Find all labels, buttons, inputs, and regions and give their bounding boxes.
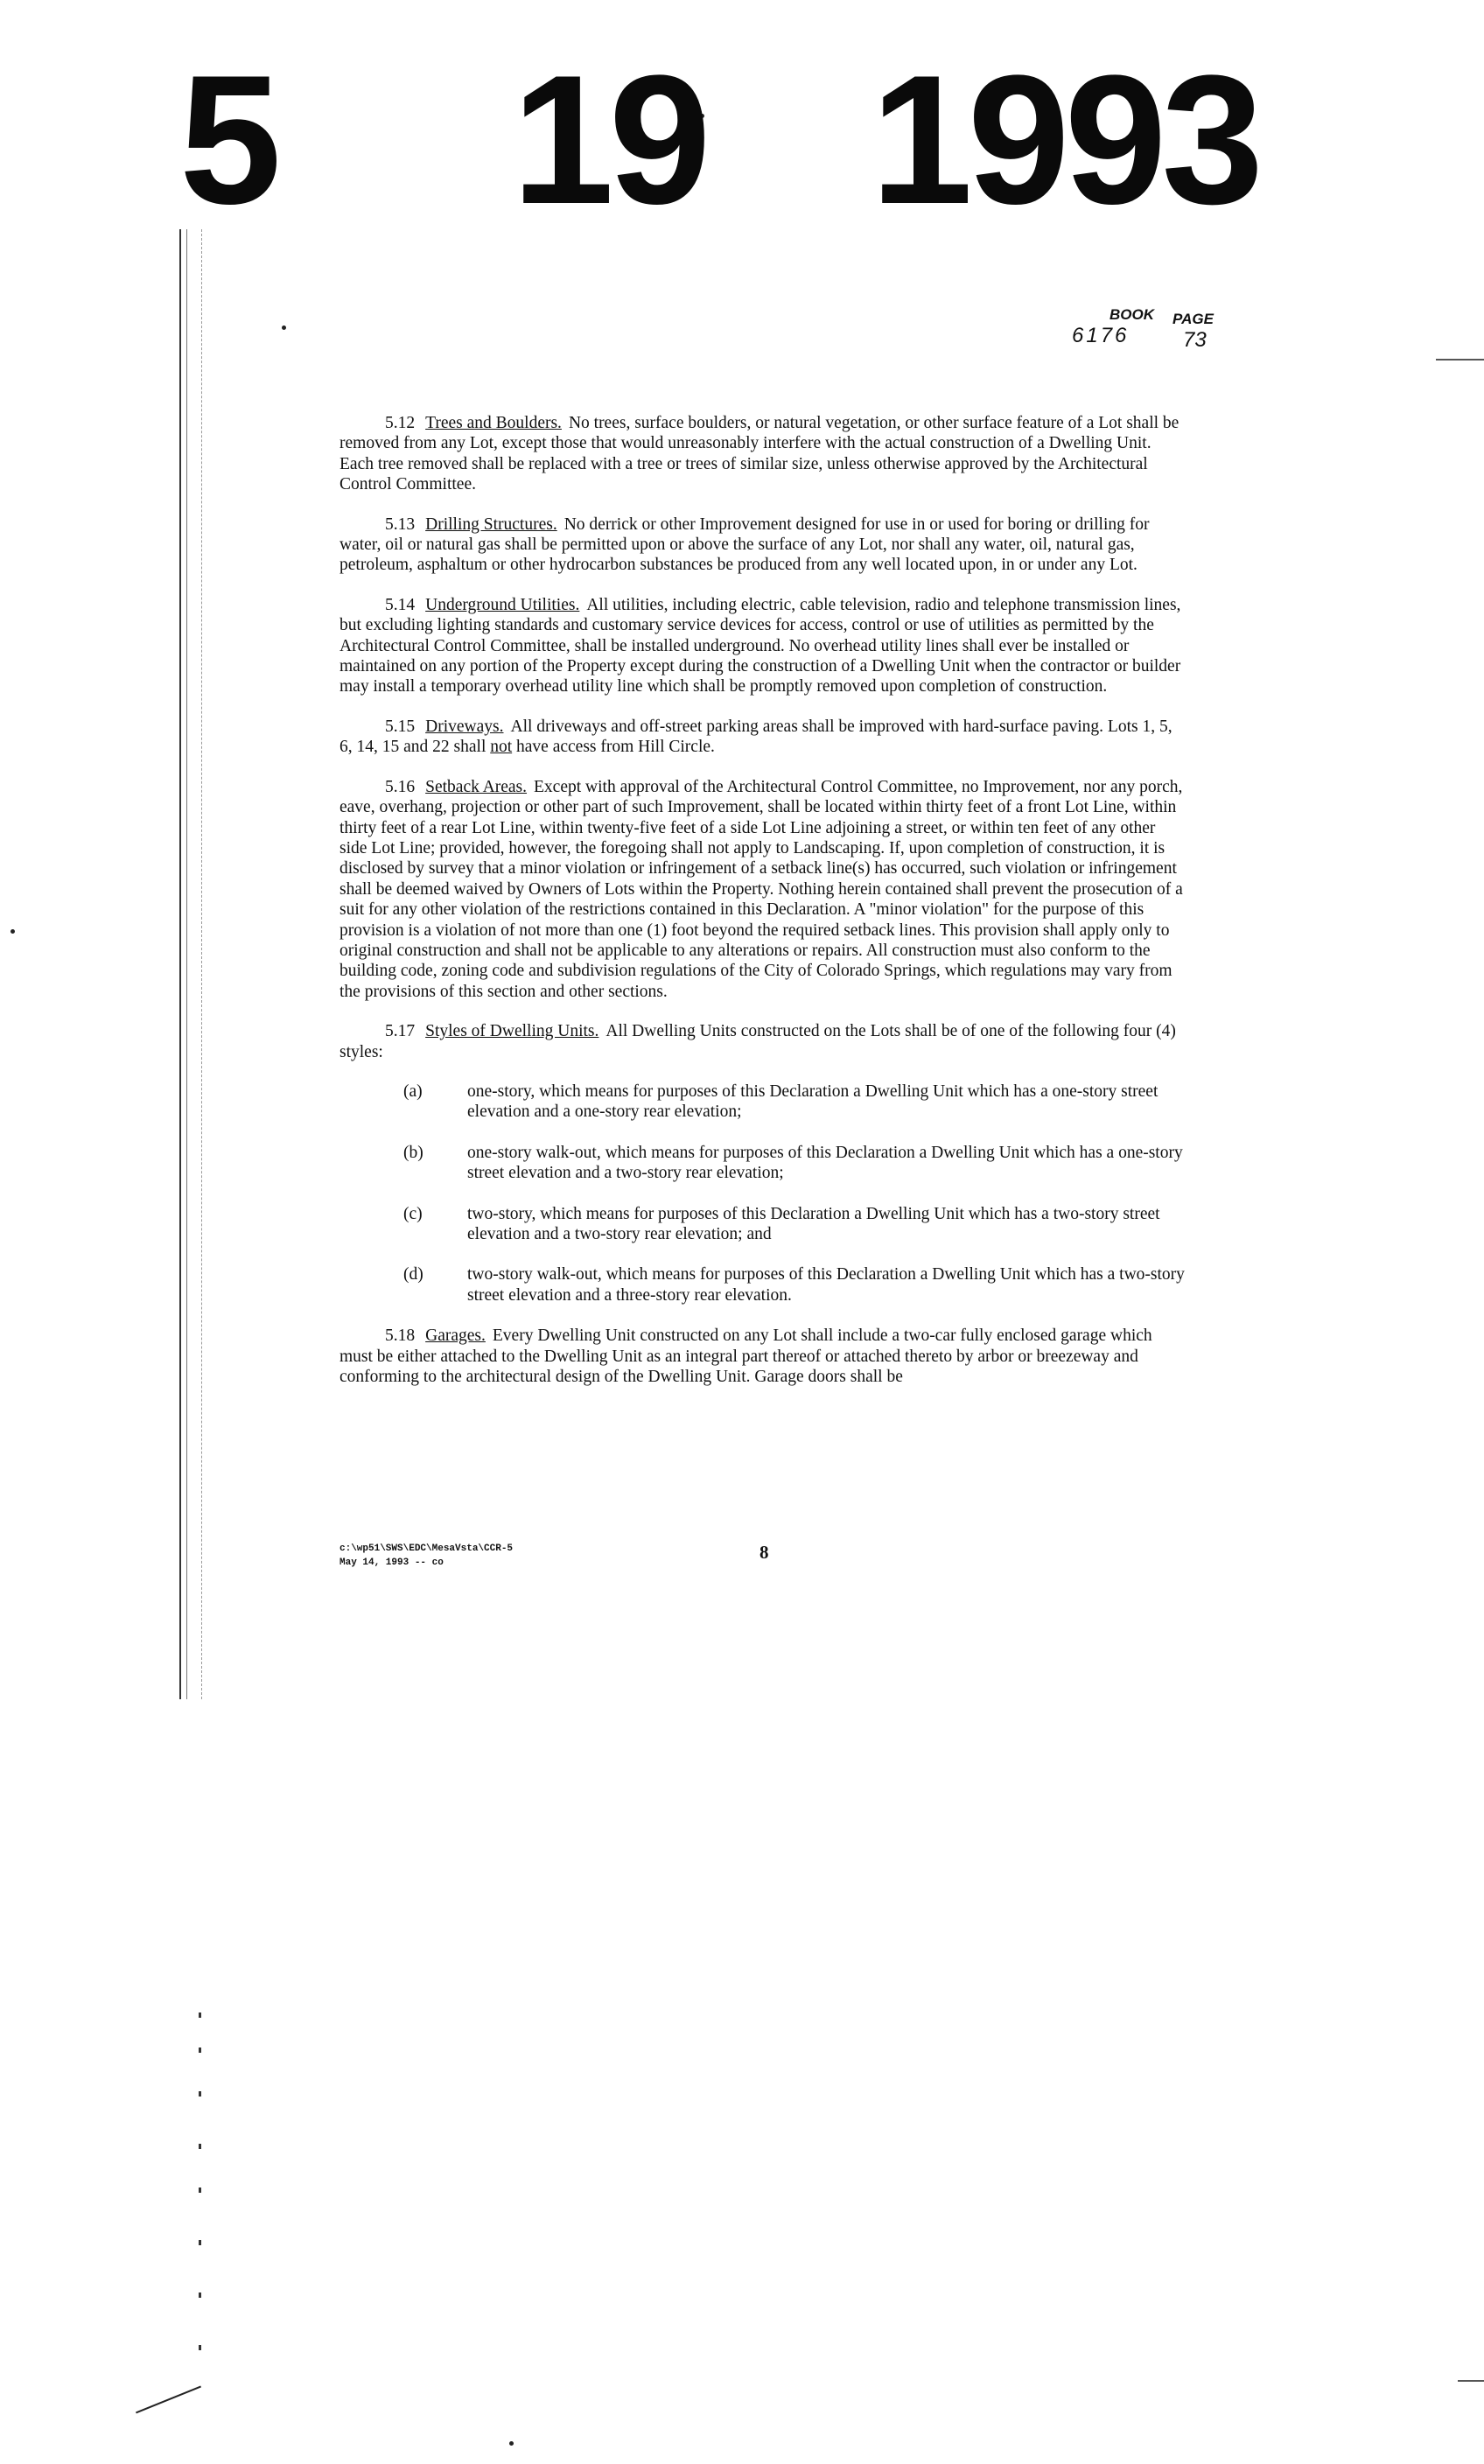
list-letter: (d) [403,1265,424,1284]
scan-right-mark [1436,359,1484,360]
stamp-day: 19 [512,37,706,242]
section-5-14 [340,595,1186,697]
dwelling-styles-list [340,1082,1186,1306]
section-number: 5.18 [385,1326,416,1346]
list-item [340,1204,1186,1245]
list-letter: (b) [403,1143,424,1162]
section-text: No trees, surface boulders, or natural vegetation, or other surface feature of a Lot shall be removed from any Lot, except those that would unreasonably interfere with the actual construction of a Dwelling Unit. Each tree removed shall be replaced with a tree or trees of similar size, unless otherwise approved by the Architectural Control Committee. [340,414,1180,494]
list-text: two-story walk-out, which means for purposes of this Declaration a Dwelling Unit which has a two-story street elevation and a three-story rear elevation. [467,1265,1185,1305]
page-footer [340,1542,1186,1594]
section-text: All driveways and off-street parking areas shall be improved with hard-surface paving. Lots 1, 5, 6, 14, 15 and 22 shall [340,717,1172,757]
section-number: 5.16 [385,777,416,796]
file-date: May 14, 1993 -- co [340,1558,444,1568]
list-item [340,1082,1186,1123]
document-body [340,413,1186,1406]
section-heading: Underground Utilities. [425,595,580,614]
section-heading: Driveways. [425,717,504,736]
stamp-year: 1993 [871,37,1259,242]
scan-speck [10,929,15,934]
section-number: 5.14 [385,595,416,614]
scan-page-edge [179,229,187,1699]
file-reference [340,1542,513,1570]
list-letter: (a) [403,1082,423,1101]
list-item [340,1264,1186,1306]
section-text: Every Dwelling Unit constructed on any Lot shall include a two-car fully enclosed garage which must be either attached to the Dwelling Unit as an integral part thereof or attached thereto by arbor or breezeway and conforming to the architectural design of the Dwelling Unit. Garage doors shall be [340,1326,1152,1387]
scan-speck [509,2441,514,2446]
scan-page-edge-inner [201,229,203,1699]
list-text: two-story, which means for purposes of this Declaration a Dwelling Unit which has a two-story street elevation and a two-story rear elevation; and [467,1204,1160,1243]
date-stamp [179,37,1299,242]
section-text-end: have access from Hill Circle. [516,738,715,757]
scan-right-mark-lower [1458,2380,1484,2382]
list-text: one-story walk-out, which means for purposes of this Declaration a Dwelling Unit which has a one-story street elevation and a two-story rear elevation; [467,1143,1183,1183]
section-heading: Setback Areas. [425,777,528,796]
section-heading: Styles of Dwelling Units. [425,1022,599,1041]
list-letter: (c) [403,1204,423,1223]
section-5-16 [340,777,1186,1002]
stamp-month: 5 [179,37,276,242]
section-5-15 [340,717,1186,758]
section-text: All Dwelling Units constructed on the Lots shall be of one of the following four (4) styles: [340,1022,1176,1061]
section-5-13 [340,514,1186,576]
book-number: 6176 [1072,324,1130,347]
section-5-12 [340,413,1186,495]
book-label: BOOK [1110,306,1154,323]
section-text: All utilities, including electric, cable television, radio and telephone transmission lines, but excluding lighting standards and customary service devices for access, control or use of utilities as permitted by the Architectural Control Committee, shall be installed underground. No overhead utility lines shall ever be installed or maintained on any portion of the Property except during the construction of a Dwelling Unit when the contractor or builder may install a temporary overhead utility line which shall be promptly removed upon completion of construction. [340,595,1181,696]
section-text: No derrick or other Improvement designed for use in or used for boring or drilling for water, oil or natural gas shall be permitted upon or above the surface of any Lot, nor shall any water, oil, natural gas, petroleum, asphaltum or other hydrocarbon substances be produced from any well located upon, in or under any Lot. [340,514,1150,575]
section-number: 5.13 [385,514,416,534]
page-number-handwritten: 73 [1183,328,1207,352]
section-number: 5.15 [385,717,416,736]
list-item [340,1143,1186,1184]
section-heading: Trees and Boulders. [425,414,562,432]
recording-reference [1068,306,1225,359]
section-number: 5.17 [385,1022,416,1041]
page-number: 8 [760,1542,769,1563]
scan-scrawl [136,2386,214,2446]
section-number: 5.12 [385,414,416,432]
section-5-17 [340,1021,1186,1062]
scan-edge-marks [179,2012,214,2424]
section-text: Except with approval of the Architectural Control Committee, no Improvement, nor any porch, eave, overhang, projection or other part of such Improvement, shall be located within thirty feet of a front Lot Line, within thirty feet of a rear Lot Line, within twenty-five feet of a side Lot Line adjoining a street, or within ten feet of any other side Lot Line; provided, however, the foregoing shall not apply to Landscaping. If, upon completion of construction, it is disclosed by survey that a minor violation or infringement of a setback line(s) has occurred, such violation or infringement shall be deemed waived by Owners of Lots within the Property. Nothing herein contained shall prevent the prosecution of a suit for any other violation of the restrictions contained in this Declaration. A "minor violation" for the purpose of this provision is a violation of not more than one (1) foot beyond the required setback lines. This provision shall apply only to original construction and shall not be applicable to any alterations or repairs. All construction must also conform to the building code, zoning code and subdivision regulations of the City of Colorado Springs, which regulations may vary from the provisions of this section and other sections. [340,777,1183,1001]
scan-speck [282,326,286,330]
list-text: one-story, which means for purposes of this Declaration a Dwelling Unit which has a one-story street elevation and a one-story rear elevation; [467,1082,1158,1122]
file-path: c:\wp51\SWS\EDC\MesaVsta\CCR-5 [340,1544,514,1554]
section-heading: Drilling Structures. [425,514,557,534]
section-5-18 [340,1326,1186,1387]
page-label: PAGE [1172,311,1214,327]
section-heading: Garages. [425,1326,486,1346]
emphasis-not: not [490,738,513,757]
